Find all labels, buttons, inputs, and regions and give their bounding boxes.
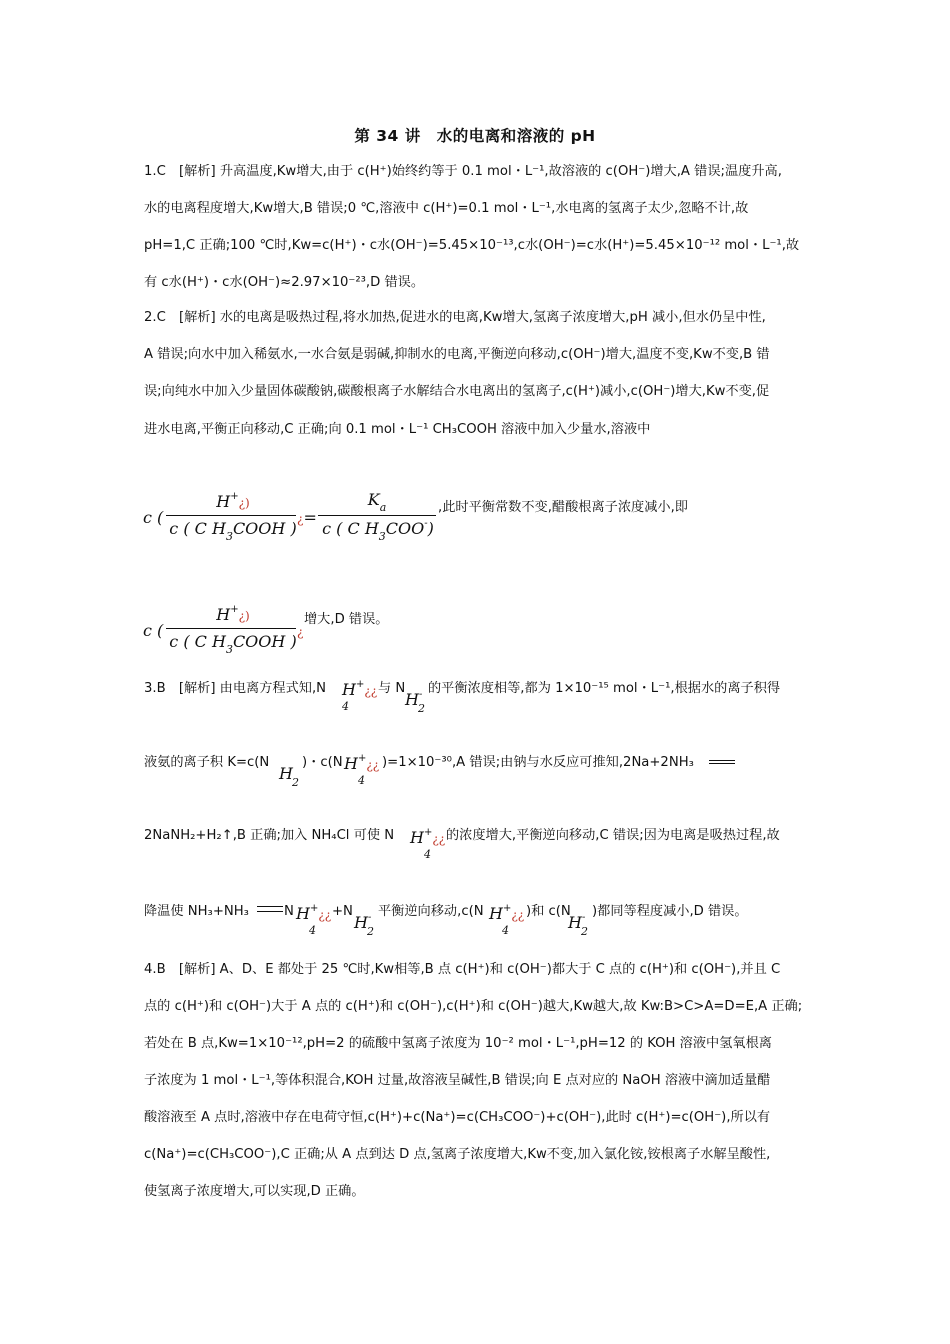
q2-line-1: 2.C [解析] 水的电离是吸热过程,将水加热,促进水的电离,Kw增大,氢离子浓度增大,pH 减小,但水仍呈中性,: [144, 310, 766, 325]
q4-line-5: 酸溶液至 A 点时,溶液中存在电荷守恒,c(H⁺)+c(Na⁺)=c(CH₃COO⁻)+c(OH⁻),此时 c(H⁺)=c(OH⁻),所以有: [144, 1110, 771, 1125]
q4-line-2: 点的 c(H⁺)和 c(OH⁻)大于 A 点的 c(H⁺)和 c(OH⁻),c(H⁺)和 c(OH⁻)越大,Kw越大,故 Kw:B>C>A=D=E,A 正确;: [144, 999, 803, 1014]
q2-line-3: 误;向纯水中加入少量固体碳酸钠,碳酸根离子水解结合水电离出的氢离子,c(H⁺)减小,c(OH⁻)增大,Kw不变,促: [144, 384, 770, 399]
q1-line-4: 有 c水(H⁺)・c水(OH⁻)≈2.97×10⁻²³,D 错误。: [144, 275, 425, 290]
equals-arrow: [709, 760, 735, 764]
q4-line-3: 若处在 B 点,Kw=1×10⁻¹²,pH=2 的硫酸中氢离子浓度为 10⁻² mol・L⁻¹,pH=12 的 KOH 溶液中氢氧根离: [144, 1036, 772, 1051]
q4-line-4: 子浓度为 1 mol・L⁻¹,等体积混合,KOH 过量,故溶液呈碱性,B 错误;向 E 点对应的 NaOH 溶液中滴加适量醋: [144, 1073, 771, 1088]
equilibrium-arrow: [257, 906, 283, 912]
q2-line-2: A 错误;向水中加入稀氨水,一水合氨是弱碱,抑制水的电离,平衡逆向移动,c(OH⁻)增大,温度不变,Kw不变,B 错: [144, 347, 770, 362]
q2-formula-1-tail: ,此时平衡常数不变,醋酸根离子浓度减小,即: [438, 500, 688, 515]
q1-line-1: 1.C [解析] 升高温度,Kw增大,由于 c(H⁺)始终约等于 0.1 mol・L⁻¹,故溶液的 c(OH⁻)增大,A 错误;温度升高,: [144, 164, 782, 179]
q4-line-6: c(Na⁺)=c(CH₃COO⁻),C 正确;从 A 点到达 D 点,氢离子浓度增大,Kw不变,加入氯化铵,铵根离子水解呈酸性,: [144, 1147, 771, 1162]
q4-line-7: 使氢离子浓度增大,可以实现,D 正确。: [144, 1184, 365, 1199]
q1-line-3: pH=1,C 正确;100 ℃时,Kw=c(H⁺)・c水(OH⁻)=5.45×10⁻¹³,c水(OH⁻)=c水(H⁺)=5.45×10⁻¹² mol・L⁻¹,故: [144, 238, 800, 253]
q2-line-4: 进水电离,平衡正向移动,C 正确;向 0.1 mol・L⁻¹ CH₃COOH 溶液中加入少量水,溶液中: [144, 422, 651, 437]
document-page: 第 34 讲 水的电离和溶液的 pH 1.C [解析] 升高温度,Kw增大,由于 c(H⁺)始终约等于 0.1 mol・L⁻¹,故溶液的 c(OH⁻)增大,A 错误;温度升高, 水的电离程度增大,Kw增大,B 错误;0 ℃,溶液中 c(H⁺)=0.1 mol・L⁻¹,水电离的氢离子太少,忽略不计,故 pH=1,C 正确;100 ℃时,Kw=c(H⁺)・c水(OH⁻)=5.45×10⁻¹³,c水(OH⁻)=c水(H⁺)=5.45×10⁻¹² mol・L⁻¹,故 有 c水(H⁺)・c水(OH⁻)≈2.97×10⁻²³,D 错误。 2.C [解析] 水的电离是吸热过程,将水加热,促进水的电离,Kw增大,氢离子浓度增大,pH 减小,但水仍呈中性, A 错误;向水中加入稀氨水,一水合氨是弱碱,抑制水的电离,平衡逆向移动,c(OH⁻)增大,温度不变,Kw不变,B 错 误;向纯水中加入少量固体碳酸钠,碳酸根离子水解结合水电离出的氢离子,c(H⁺)减小,c(OH⁻)增大,Kw不变,促 进水电离,平衡正向移动,C 正确;向 0.1 mol・L⁻¹ CH₃COOH 溶液中加入少量水,溶液中 c ( H+¿) c ( C $H_3COOH$ ) ¿= $K_a$ c ( C $H_3COO^-$) ,此时平衡常数不变,醋酸根离子浓度减小,即 c ( H+¿) c ( C $H_3COOH$ ) ¿ 增大,D 错误。 3.B [解析] 由电离方程式知,N H+¿¿ 4 与 N H- 2 的平衡浓度相等,都为 1×10⁻¹⁵ mol・L⁻¹,根据水的离子积得 液氨的离子积 K=c(N H 2 )・c(N H+¿¿ 4 )=1×10⁻³⁰,A 错误;由钠与水反应可推知,2Na+2NH₃ 2NaNH₂+H₂↑,B 正确;加入 NH₄Cl 可使 N H+¿¿ 4 的浓度增大,平衡逆向移动,C 错误;因为电离是吸热过程,故 降温使 NH₃+NH₃ N H+¿¿ 4 +N H- 2 平衡逆向移动,c(N H+¿¿ 4 )和 c(N H- 2 )都同等程度减小,D 错误。 4.B [解析] A、D、E 都处于 25 ℃时,Kw相等,B 点 c(H⁺)和 c(OH⁻)都大于 C 点的 c(H⁺)和 c(OH⁻),并且 C 点的 c(H⁺)和 c(OH⁻)大于 A 点的 c(H⁺)和 c(OH⁻),c(H⁺)和 c(OH⁻)越大,Kw越大,故 Kw:B>C>A=D=E,A 正确; 若处在 B 点,Kw=1×10⁻¹²,pH=2 的硫酸中氢离子浓度为 10⁻² mol・L⁻¹,pH=12 的 KOH 溶液中氢氧根离 子浓度为 1 mol・L⁻¹,等体积混合,KOH 过量,故溶液呈碱性,B 错误;向 E 点对应的 NaOH 溶液中滴加适量醋 酸溶液至 A 点时,溶液中存在电荷守恒,c(H⁺)+c(Na⁺)=c(CH₃COO⁻)+c(OH⁻),此时 c(H⁺)=c(OH⁻),所以有 c(Na⁺)=c(CH₃COO⁻),C 正确;从 A 点到达 D 点,氢离子浓度增大,Kw不变,加入氯化铵,铵根离子水解呈酸性, 使氢离子浓度增大,可以实现,D 正确。: [0, 0, 950, 1344]
q2-formula-2-tail: 增大,D 错误。: [304, 612, 389, 627]
page-title: 第 34 讲 水的电离和溶液的 pH: [354, 127, 596, 145]
q4-line-1: 4.B [解析] A、D、E 都处于 25 ℃时,Kw相等,B 点 c(H⁺)和 c(OH⁻)都大于 C 点的 c(H⁺)和 c(OH⁻),并且 C: [144, 962, 781, 977]
q1-line-2: 水的电离程度增大,Kw增大,B 错误;0 ℃,溶液中 c(H⁺)=0.1 mol・L⁻¹,水电离的氢离子太少,忽略不计,故: [144, 201, 749, 216]
